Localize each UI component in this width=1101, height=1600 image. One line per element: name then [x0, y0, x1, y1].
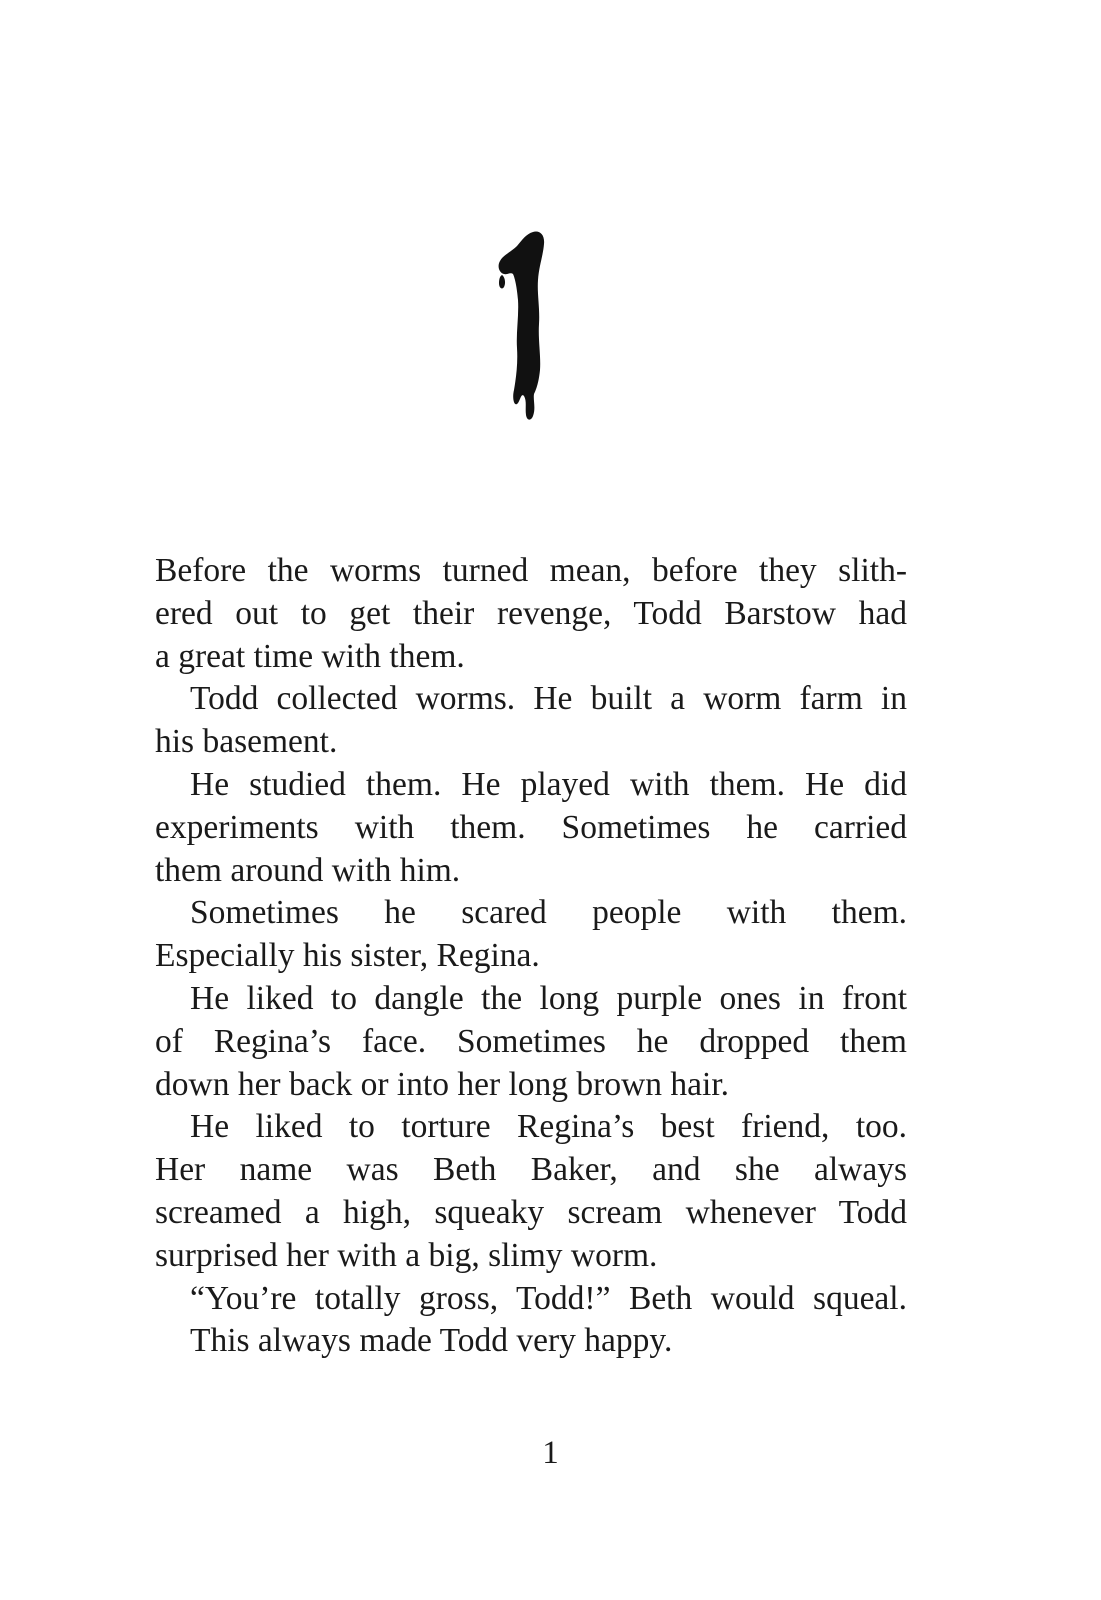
- chapter-body-text: [155, 550, 907, 1363]
- text-line-3: a great time with them.: [155, 637, 465, 675]
- text-line-15: Her name was Beth Baker, and she always: [155, 1151, 907, 1189]
- text-line-16: screamed a high, squeaky scream whenever Todd: [155, 1193, 907, 1231]
- text-line-17: surprised her with a big, slimy worm.: [155, 1236, 658, 1274]
- text-line-18: “You’re totally gross, Todd!” Beth would squeal.: [190, 1279, 907, 1317]
- text-line-2: ered out to get their revenge, Todd Barstow had: [155, 594, 907, 632]
- text-line-6: He studied them. He played with them. He did: [190, 765, 907, 803]
- chapter-number-1: [493, 228, 553, 423]
- text-line-4: Todd collected worms. He built a worm farm in: [190, 680, 907, 718]
- text-line-1: Before the worms turned mean, before they slith-: [155, 552, 907, 589]
- dripping-numeral-one-icon: [493, 228, 553, 423]
- text-line-7: experiments with them. Sometimes he carried: [155, 808, 907, 846]
- text-line-8: them around with him.: [155, 851, 461, 889]
- text-line-10: Especially his sister, Regina.: [155, 937, 540, 975]
- text-line-13: down her back or into her long brown hair.: [155, 1065, 730, 1103]
- text-line-19: This always made Todd very happy.: [190, 1322, 673, 1360]
- text-line-5: his basement.: [155, 723, 338, 761]
- text-line-11: He liked to dangle the long purple ones in front: [190, 979, 907, 1017]
- text-line-12: of Regina’s face. Sometimes he dropped them: [155, 1022, 907, 1060]
- text-line-9: Sometimes he scared people with them.: [190, 894, 907, 932]
- text-line-14: He liked to torture Regina’s best friend, too.: [190, 1108, 907, 1146]
- page-number: 1: [542, 1435, 559, 1471]
